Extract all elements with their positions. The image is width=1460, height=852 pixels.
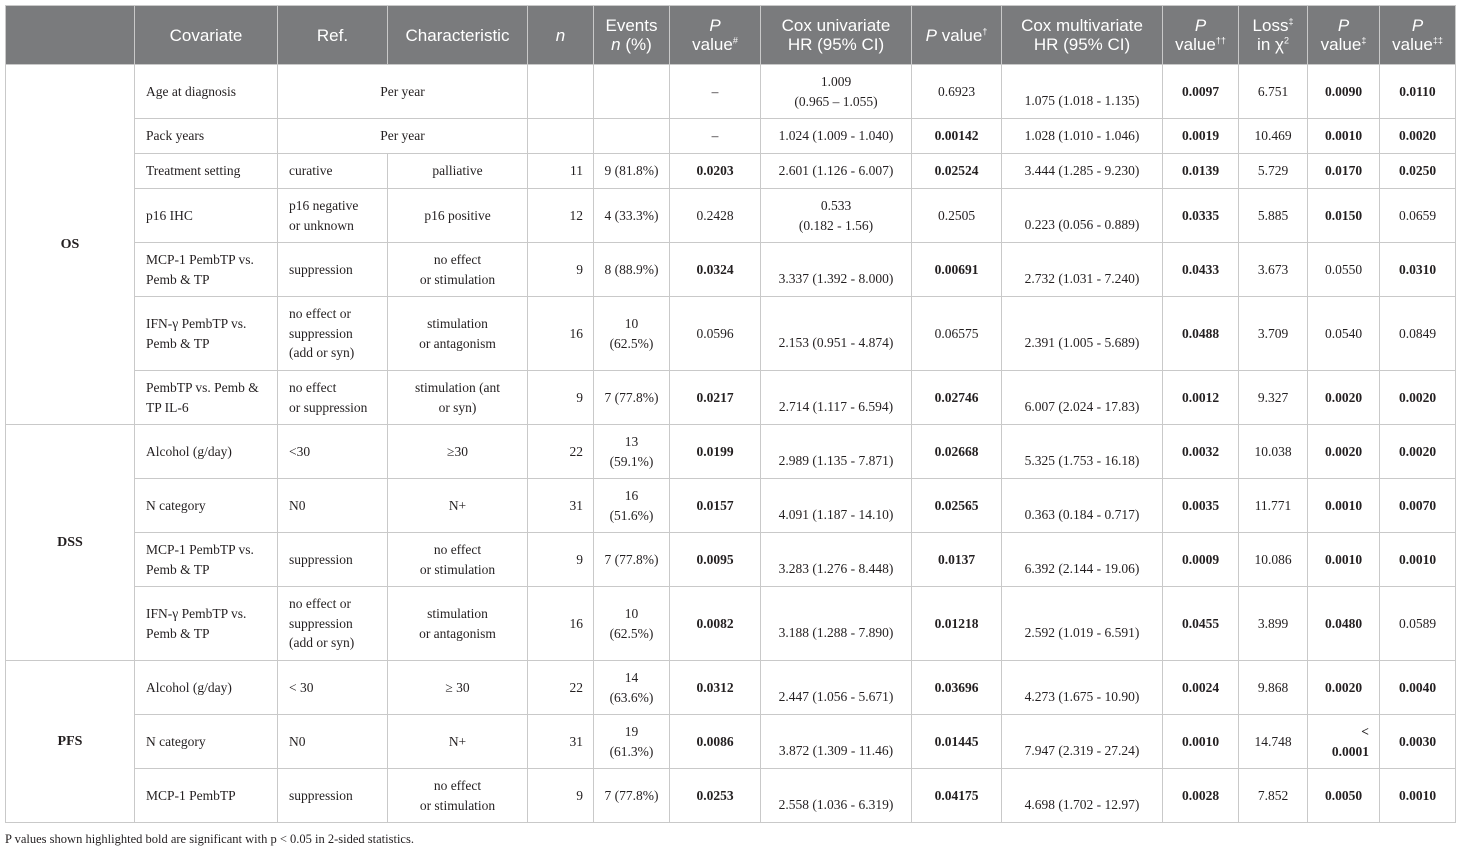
loss-chi2-cell: 11.771 <box>1239 479 1308 533</box>
characteristic-cell: N+ <box>388 715 528 769</box>
events-cell: 4 (33.3%) <box>594 189 670 243</box>
cox-multivariate-cell: 1.075 (1.018 - 1.135) <box>1002 65 1163 119</box>
header-loss-chi2: Loss‡ in $\chi^2$ <box>1239 6 1308 65</box>
ref-cell: no effect or suppression (add or syn) <box>278 587 388 661</box>
ref-cell: < 30 <box>278 661 388 715</box>
cox-univariate-cell: 2.558 (1.036 - 6.319) <box>761 769 912 823</box>
loss-chi2-cell: 9.327 <box>1239 371 1308 425</box>
ref-cell: N0 <box>278 479 388 533</box>
covariate-cell: Alcohol (g/day) <box>135 661 278 715</box>
p-value-4-cell: 0.0550 <box>1308 243 1380 297</box>
p-value-3-cell: 0.0010 <box>1163 715 1239 769</box>
n-cell: 22 <box>528 425 594 479</box>
characteristic-cell: no effect or stimulation <box>388 243 528 297</box>
header-characteristic: Characteristic <box>388 6 528 65</box>
group-header <box>6 6 135 65</box>
p-value-1-cell: 0.0095 <box>670 533 761 587</box>
p-value-5-cell: 0.0020 <box>1380 425 1456 479</box>
ref-cell: curative <box>278 154 388 189</box>
covariate-cell: N category <box>135 479 278 533</box>
p-value-2-cell: 0.00691 <box>912 243 1002 297</box>
p-value-1-cell: 0.2428 <box>670 189 761 243</box>
ref-cell: <30 <box>278 425 388 479</box>
cox-multivariate-cell: 3.444 (1.285 - 9.230) <box>1002 154 1163 189</box>
n-cell: 9 <box>528 769 594 823</box>
ref-cell: N0 <box>278 715 388 769</box>
p-value-5-cell: 0.0070 <box>1380 479 1456 533</box>
ref-characteristic-cell: Per year <box>278 119 528 154</box>
table-footnote: P values shown highlighted bold are significant with p < 0.05 in 2-sided statistics. <box>5 832 414 846</box>
ref-cell: suppression <box>278 769 388 823</box>
p-value-2-cell: 0.02746 <box>912 371 1002 425</box>
table-row <box>6 243 1456 297</box>
characteristic-cell: no effect or stimulation <box>388 533 528 587</box>
cox-univariate-cell: 3.283 (1.276 - 8.448) <box>761 533 912 587</box>
header-p-value-2: P value† <box>912 6 1002 65</box>
cox-multivariate-cell: 2.391 (1.005 - 5.689) <box>1002 297 1163 371</box>
p-value-5-cell: 0.0110 <box>1380 65 1456 119</box>
p-value-4-cell: 0.0090 <box>1308 65 1380 119</box>
p-value-5-cell: 0.0010 <box>1380 769 1456 823</box>
p-value-2-cell: 0.02565 <box>912 479 1002 533</box>
table-row <box>6 425 1456 479</box>
table-row <box>6 479 1456 533</box>
cox-univariate-cell: 2.601 (1.126 - 6.007) <box>761 154 912 189</box>
ref-cell: p16 negative or unknown <box>278 189 388 243</box>
p-value-1-cell: 0.0157 <box>670 479 761 533</box>
ref-cell: no effect or suppression <box>278 371 388 425</box>
cox-multivariate-cell: 2.592 (1.019 - 6.591) <box>1002 587 1163 661</box>
characteristic-cell: p16 positive <box>388 189 528 243</box>
p-value-4-cell: 0.0020 <box>1308 661 1380 715</box>
p-value-4-cell: 0.0170 <box>1308 154 1380 189</box>
p-value-5-cell: 0.0849 <box>1380 297 1456 371</box>
p-value-4-cell: 0.0540 <box>1308 297 1380 371</box>
p-value-3-cell: 0.0035 <box>1163 479 1239 533</box>
loss-chi2-cell: 14.748 <box>1239 715 1308 769</box>
p-value-2-cell: 0.04175 <box>912 769 1002 823</box>
p-value-2-cell: 0.01218 <box>912 587 1002 661</box>
events-cell: 9 (81.8%) <box>594 154 670 189</box>
covariate-cell: MCP-1 PembTP vs. Pemb & TP <box>135 243 278 297</box>
covariate-cell: Age at diagnosis <box>135 65 278 119</box>
events-cell: 7 (77.8%) <box>594 533 670 587</box>
table-row <box>6 297 1456 371</box>
p-value-3-cell: 0.0024 <box>1163 661 1239 715</box>
characteristic-cell: stimulation (ant or syn) <box>388 371 528 425</box>
loss-chi2-cell: 9.868 <box>1239 661 1308 715</box>
header-p-value-4: P value‡ <box>1308 6 1380 65</box>
header-covariate: Covariate <box>135 6 278 65</box>
cox-multivariate-cell: 1.028 (1.010 - 1.046) <box>1002 119 1163 154</box>
events-cell: 13 (59.1%) <box>594 425 670 479</box>
p-value-1-cell: – <box>670 65 761 119</box>
p-value-3-cell: 0.0012 <box>1163 371 1239 425</box>
cox-multivariate-cell: 6.392 (2.144 - 19.06) <box>1002 533 1163 587</box>
p-value-3-cell: 0.0032 <box>1163 425 1239 479</box>
n-cell: 9 <box>528 243 594 297</box>
p-value-5-cell: 0.0659 <box>1380 189 1456 243</box>
p-value-3-cell: 0.0455 <box>1163 587 1239 661</box>
loss-chi2-cell: 3.899 <box>1239 587 1308 661</box>
loss-chi2-cell: 7.852 <box>1239 769 1308 823</box>
p-value-1-cell: 0.0199 <box>670 425 761 479</box>
events-cell: 7 (77.8%) <box>594 371 670 425</box>
loss-chi2-cell: 10.086 <box>1239 533 1308 587</box>
n-cell: 9 <box>528 371 594 425</box>
events-cell: 8 (88.9%) <box>594 243 670 297</box>
header-cox-univariate: Cox univariate HR (95% CI) <box>761 6 912 65</box>
cox-univariate-cell: 2.714 (1.117 - 6.594) <box>761 371 912 425</box>
p-value-1-cell: 0.0217 <box>670 371 761 425</box>
covariate-cell: p16 IHC <box>135 189 278 243</box>
p-value-2-cell: 0.02524 <box>912 154 1002 189</box>
table-row <box>6 715 1456 769</box>
cox-univariate-cell: 0.533 (0.182 - 1.56) <box>761 189 912 243</box>
header-cox-multivariate: Cox multivariate HR (95% CI) <box>1002 6 1163 65</box>
events-cell <box>594 119 670 154</box>
events-cell: 10 (62.5%) <box>594 587 670 661</box>
events-cell: 10 (62.5%) <box>594 297 670 371</box>
loss-chi2-cell: 6.751 <box>1239 65 1308 119</box>
cox-multivariate-cell: 7.947 (2.319 - 27.24) <box>1002 715 1163 769</box>
p-value-3-cell: 0.0097 <box>1163 65 1239 119</box>
loss-chi2-cell: 3.673 <box>1239 243 1308 297</box>
cox-univariate-cell: 2.989 (1.135 - 7.871) <box>761 425 912 479</box>
table-row <box>6 65 1456 119</box>
cox-univariate-cell: 3.872 (1.309 - 11.46) <box>761 715 912 769</box>
p-value-4-cell: 0.0020 <box>1308 371 1380 425</box>
covariate-cell: Alcohol (g/day) <box>135 425 278 479</box>
p-value-4-cell: 0.0010 <box>1308 533 1380 587</box>
ref-cell: no effect or suppression (add or syn) <box>278 297 388 371</box>
cox-univariate-cell: 1.024 (1.009 - 1.040) <box>761 119 912 154</box>
p-value-3-cell: 0.0488 <box>1163 297 1239 371</box>
p-value-2-cell: 0.6923 <box>912 65 1002 119</box>
p-value-2-cell: 0.02668 <box>912 425 1002 479</box>
n-cell: 12 <box>528 189 594 243</box>
cox-regression-table <box>5 5 1456 823</box>
p-value-5-cell: 0.0010 <box>1380 533 1456 587</box>
cox-multivariate-cell: 0.363 (0.184 - 0.717) <box>1002 479 1163 533</box>
p-value-5-cell: 0.0030 <box>1380 715 1456 769</box>
p-value-4-cell: 0.0480 <box>1308 587 1380 661</box>
characteristic-cell: ≥ 30 <box>388 661 528 715</box>
p-value-1-cell: 0.0253 <box>670 769 761 823</box>
covariate-cell: Treatment setting <box>135 154 278 189</box>
ref-cell: suppression <box>278 533 388 587</box>
covariate-cell: PembTP vs. Pemb & TP IL-6 <box>135 371 278 425</box>
n-cell: 31 <box>528 715 594 769</box>
header-p-value-3: P value†† <box>1163 6 1239 65</box>
header-p-value-5: P value‡‡ <box>1380 6 1456 65</box>
table-row <box>6 533 1456 587</box>
table-row <box>6 587 1456 661</box>
p-value-1-cell: 0.0203 <box>670 154 761 189</box>
cox-multivariate-cell: 2.732 (1.031 - 7.240) <box>1002 243 1163 297</box>
p-value-3-cell: 0.0019 <box>1163 119 1239 154</box>
p-value-1-cell: 0.0324 <box>670 243 761 297</box>
table-row <box>6 371 1456 425</box>
n-cell: 22 <box>528 661 594 715</box>
characteristic-cell: N+ <box>388 479 528 533</box>
p-value-4-cell: 0.0150 <box>1308 189 1380 243</box>
table-row <box>6 769 1456 823</box>
loss-chi2-cell: 3.709 <box>1239 297 1308 371</box>
p-value-2-cell: 0.2505 <box>912 189 1002 243</box>
n-cell: 16 <box>528 587 594 661</box>
ref-cell: suppression <box>278 243 388 297</box>
p-value-2-cell: 0.01445 <box>912 715 1002 769</box>
p-value-4-cell: < 0.0001 <box>1308 715 1380 769</box>
p-value-4-cell: 0.0050 <box>1308 769 1380 823</box>
p-value-5-cell: 0.0020 <box>1380 371 1456 425</box>
table-row <box>6 154 1456 189</box>
p-value-2-cell: 0.00142 <box>912 119 1002 154</box>
p-value-4-cell: 0.0020 <box>1308 425 1380 479</box>
cox-univariate-cell: 2.447 (1.056 - 5.671) <box>761 661 912 715</box>
header-ref: Ref. <box>278 6 388 65</box>
covariate-cell: IFN-γ PembTP vs. Pemb & TP <box>135 297 278 371</box>
events-cell: 16 (51.6%) <box>594 479 670 533</box>
table-row <box>6 119 1456 154</box>
p-value-1-cell: 0.0312 <box>670 661 761 715</box>
p-value-3-cell: 0.0335 <box>1163 189 1239 243</box>
events-cell: 19 (61.3%) <box>594 715 670 769</box>
p-value-5-cell: 0.0250 <box>1380 154 1456 189</box>
header-row <box>6 6 1456 65</box>
p-value-3-cell: 0.0028 <box>1163 769 1239 823</box>
p-value-1-cell: 0.0596 <box>670 297 761 371</box>
header-events: Events n (%) <box>594 6 670 65</box>
characteristic-cell: no effect or stimulation <box>388 769 528 823</box>
cox-multivariate-cell: 4.273 (1.675 - 10.90) <box>1002 661 1163 715</box>
n-cell: 11 <box>528 154 594 189</box>
cox-multivariate-cell: 4.698 (1.702 - 12.97) <box>1002 769 1163 823</box>
covariate-cell: Pack years <box>135 119 278 154</box>
p-value-5-cell: 0.0589 <box>1380 587 1456 661</box>
p-value-5-cell: 0.0310 <box>1380 243 1456 297</box>
ref-characteristic-cell: Per year <box>278 65 528 119</box>
p-value-5-cell: 0.0040 <box>1380 661 1456 715</box>
events-cell <box>594 65 670 119</box>
characteristic-cell: palliative <box>388 154 528 189</box>
covariate-cell: MCP-1 PembTP vs. Pemb & TP <box>135 533 278 587</box>
n-cell: 31 <box>528 479 594 533</box>
cox-multivariate-cell: 0.223 (0.056 - 0.889) <box>1002 189 1163 243</box>
p-value-1-cell: – <box>670 119 761 154</box>
group-label-dss: DSS <box>6 425 135 661</box>
n-cell <box>528 65 594 119</box>
loss-chi2-cell: 10.469 <box>1239 119 1308 154</box>
loss-chi2-cell: 5.885 <box>1239 189 1308 243</box>
table-row <box>6 189 1456 243</box>
characteristic-cell: stimulation or antagonism <box>388 297 528 371</box>
table-row <box>6 661 1456 715</box>
p-value-2-cell: 0.03696 <box>912 661 1002 715</box>
n-cell <box>528 119 594 154</box>
p-value-1-cell: 0.0082 <box>670 587 761 661</box>
cox-multivariate-cell: 5.325 (1.753 - 16.18) <box>1002 425 1163 479</box>
p-value-3-cell: 0.0009 <box>1163 533 1239 587</box>
p-value-2-cell: 0.06575 <box>912 297 1002 371</box>
header-n: n <box>528 6 594 65</box>
p-value-4-cell: 0.0010 <box>1308 119 1380 154</box>
loss-chi2-cell: 5.729 <box>1239 154 1308 189</box>
group-label-pfs: PFS <box>6 661 135 823</box>
p-value-2-cell: 0.0137 <box>912 533 1002 587</box>
p-value-3-cell: 0.0139 <box>1163 154 1239 189</box>
p-value-3-cell: 0.0433 <box>1163 243 1239 297</box>
characteristic-cell: ≥30 <box>388 425 528 479</box>
events-cell: 7 (77.8%) <box>594 769 670 823</box>
p-value-1-cell: 0.0086 <box>670 715 761 769</box>
loss-chi2-cell: 10.038 <box>1239 425 1308 479</box>
cox-univariate-cell: 3.337 (1.392 - 8.000) <box>761 243 912 297</box>
cox-univariate-cell: 4.091 (1.187 - 14.10) <box>761 479 912 533</box>
group-label-os: OS <box>6 65 135 425</box>
cox-univariate-cell: 1.009 (0.965 – 1.055) <box>761 65 912 119</box>
cox-univariate-cell: 3.188 (1.288 - 7.890) <box>761 587 912 661</box>
covariate-cell: N category <box>135 715 278 769</box>
covariate-cell: MCP-1 PembTP <box>135 769 278 823</box>
cox-univariate-cell: 2.153 (0.951 - 4.874) <box>761 297 912 371</box>
cox-multivariate-cell: 6.007 (2.024 - 17.83) <box>1002 371 1163 425</box>
p-value-4-cell: 0.0010 <box>1308 479 1380 533</box>
characteristic-cell: stimulation or antagonism <box>388 587 528 661</box>
events-cell: 14 (63.6%) <box>594 661 670 715</box>
n-cell: 16 <box>528 297 594 371</box>
header-p-value-1: P value# <box>670 6 761 65</box>
p-value-5-cell: 0.0020 <box>1380 119 1456 154</box>
covariate-cell: IFN-γ PembTP vs. Pemb & TP <box>135 587 278 661</box>
n-cell: 9 <box>528 533 594 587</box>
